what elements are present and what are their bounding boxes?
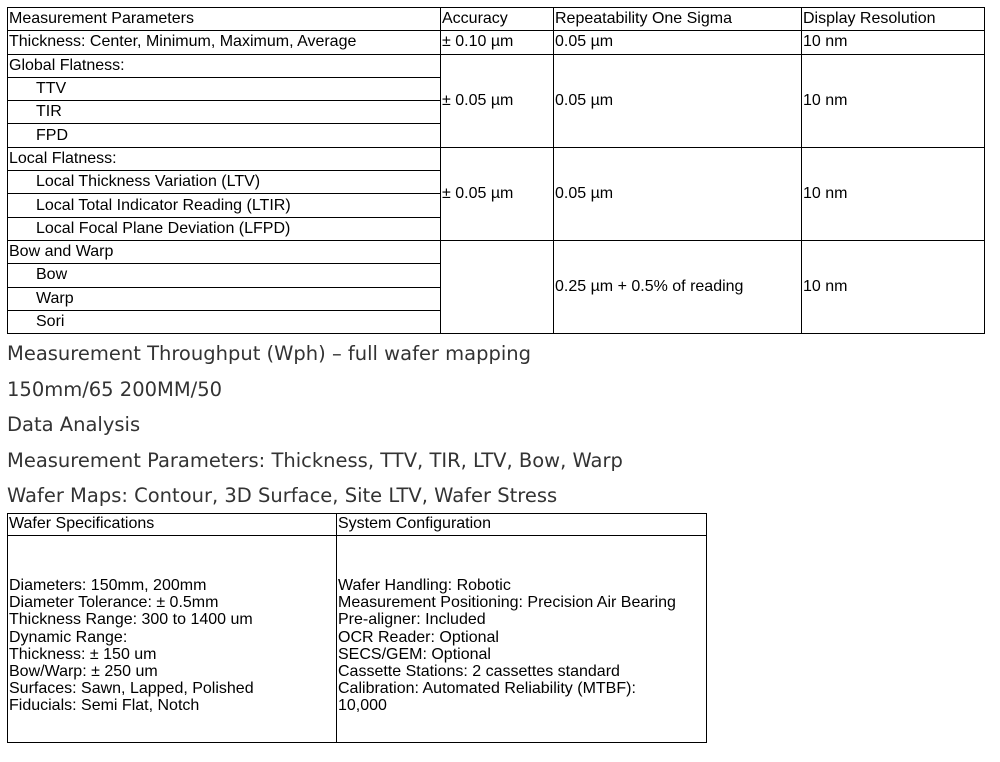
header-resolution: Display Resolution [802,8,985,31]
bow-warp-row [8,240,985,263]
data-analysis-heading: Data Analysis [7,413,141,436]
thickness-row [8,31,985,54]
global-flatness-label: Global Flatness: [8,54,441,77]
measurement-parameters-text: Measurement Parameters: Thickness, TTV, TIR, LTV, Bow, Warp [7,449,623,472]
global-flatness-repeatability: 0.05 µm [554,54,802,147]
wafer-spec-line: Bow/Warp: ± 250 um [9,663,158,681]
wafer-specifications-cell [8,536,337,743]
global-flatness-resolution: 10 nm [802,54,985,147]
system-config-line: Measurement Positioning: Precision Air Bearing [338,594,676,612]
system-configuration-cell [337,536,707,743]
thickness-accuracy: ± 0.10 µm [441,31,554,54]
bow-warp-item: Warp [8,287,441,310]
local-flatness-resolution: 10 nm [802,147,985,240]
system-config-line: 10,000 [338,697,387,715]
local-flatness-item: Local Total Indicator Reading (LTIR) [8,194,441,217]
system-config-line: OCR Reader: Optional [338,628,499,646]
wafer-spec-line: Fiducials: Semi Flat, Notch [9,697,200,715]
header-repeatability: Repeatability One Sigma [554,8,802,31]
spec-header-row [8,8,985,31]
measurement-spec-table [7,7,985,334]
bow-warp-accuracy [441,240,554,333]
throughput-heading: Measurement Throughput (Wph) – full wafer mapping [7,342,532,365]
wafer-spec-line: Diameters: 150mm, 200mm [9,577,207,594]
wafer-spec-line: Thickness Range: 300 to 1400 um [9,611,253,629]
system-config-line: Pre-aligner: Included [338,611,486,629]
wafer-maps-text: Wafer Maps: Contour, 3D Surface, Site LTV, Wafer Stress [7,484,558,507]
wafer-system-header-row [8,514,707,536]
local-flatness-accuracy: ± 0.05 µm [441,147,554,240]
throughput-values: 150mm/65 200MM/50 [7,378,223,401]
local-flatness-item: Local Focal Plane Deviation (LFPD) [8,217,441,240]
local-flatness-label: Local Flatness: [8,147,441,170]
global-flatness-item: FPD [8,124,441,147]
thickness-label: Thickness: Center, Minimum, Maximum, Average [8,31,441,54]
bow-warp-item: Bow [8,264,441,287]
bow-warp-item: Sori [8,310,441,333]
wafer-system-table [7,513,707,743]
global-flatness-item: TIR [8,101,441,124]
header-parameter: Measurement Parameters [8,8,441,31]
wafer-spec-line: Dynamic Range: [9,628,128,646]
global-flatness-item: TTV [8,77,441,100]
system-config-line: SECS/GEM: Optional [338,645,491,663]
bow-warp-resolution: 10 nm [802,240,985,333]
header-accuracy: Accuracy [441,8,554,31]
wafer-specifications-header: Wafer Specifications [8,514,337,536]
system-configuration-header: System Configuration [337,514,707,536]
local-flatness-row [8,147,985,170]
wafer-spec-line: Surfaces: Sawn, Lapped, Polished [9,680,254,698]
bow-warp-label: Bow and Warp [8,240,441,263]
wafer-spec-line: Thickness: ± 150 um [9,645,157,663]
thickness-repeatability: 0.05 µm [554,31,802,54]
thickness-resolution: 10 nm [802,31,985,54]
system-config-line: Wafer Handling: Robotic [338,577,511,594]
wafer-system-body-row [8,536,707,743]
bow-warp-repeatability: 0.25 µm + 0.5% of reading [554,240,802,333]
local-flatness-item: Local Thickness Variation (LTV) [8,171,441,194]
global-flatness-accuracy: ± 0.05 µm [441,54,554,147]
system-config-line: Cassette Stations: 2 cassettes standard [338,663,620,681]
system-config-line: Calibration: Automated Reliability (MTBF): [338,680,636,698]
local-flatness-repeatability: 0.05 µm [554,147,802,240]
wafer-spec-line: Diameter Tolerance: ± 0.5mm [9,594,219,612]
global-flatness-row [8,54,985,77]
